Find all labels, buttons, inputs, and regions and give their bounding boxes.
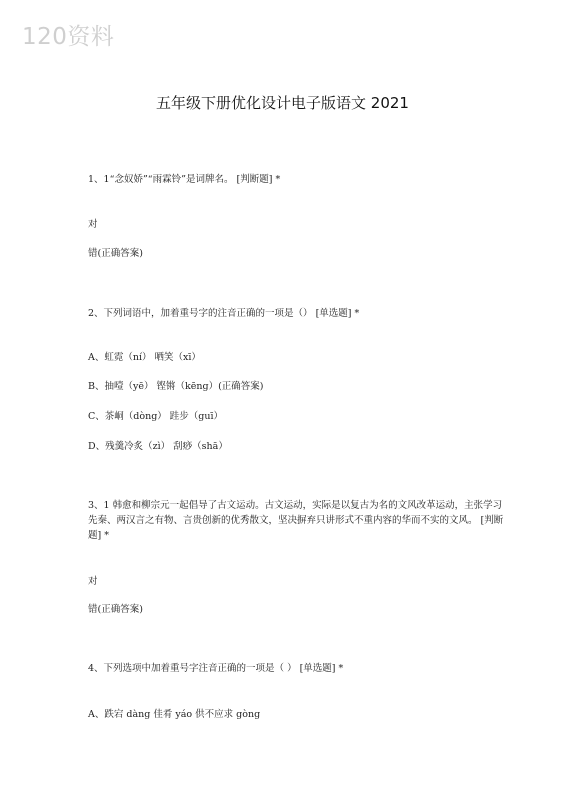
question-3-option-1: 对 xyxy=(88,576,98,587)
question-2-stem: 2、下列词语中，加着重号字的注音正确的一项是（） [单选题] * xyxy=(88,308,360,319)
question-3-stem: 3、1 韩愈和柳宗元一起倡导了古文运动。古文运动，实际是以复古为名的文风改革运动，主张学习先秦、两汉言之有物、言贵创新的优秀散文，坚决摒弃只讲形式不重内容的华而不实的文风。 [判断题] * xyxy=(88,500,504,541)
question-3-option-2: 错(正确答案) xyxy=(88,604,143,615)
question-1-stem: 1、1“念奴娇”“雨霖铃”是词牌名。 [判断题] * xyxy=(88,174,281,185)
question-2-option-d: D、残羹冷炙（zì） 刮痧（shā） xyxy=(88,441,228,452)
question-1-option-1: 对 xyxy=(88,219,98,230)
document-title: 五年级下册优化设计电子版语文 2021 xyxy=(156,94,409,112)
question-1-option-2: 错(正确答案) xyxy=(88,248,143,259)
question-2-option-a: A、虹霓（ní） 哂笑（xī） xyxy=(88,352,201,363)
question-2-option-b: B、抽噎（yē） 铿锵（kēng）(正确答案) xyxy=(88,381,264,392)
question-4-stem: 4、下列选项中加着重号字注音正确的一项是（ ） [单选题] * xyxy=(88,663,344,674)
question-4-option-a: A、跌宕 dàng 佳肴 yáo 供不应求 gòng xyxy=(88,709,261,720)
question-2-option-c: C、茶峒（dòng） 跬步（guī） xyxy=(88,411,224,422)
watermark: 120资料 xyxy=(22,24,115,50)
